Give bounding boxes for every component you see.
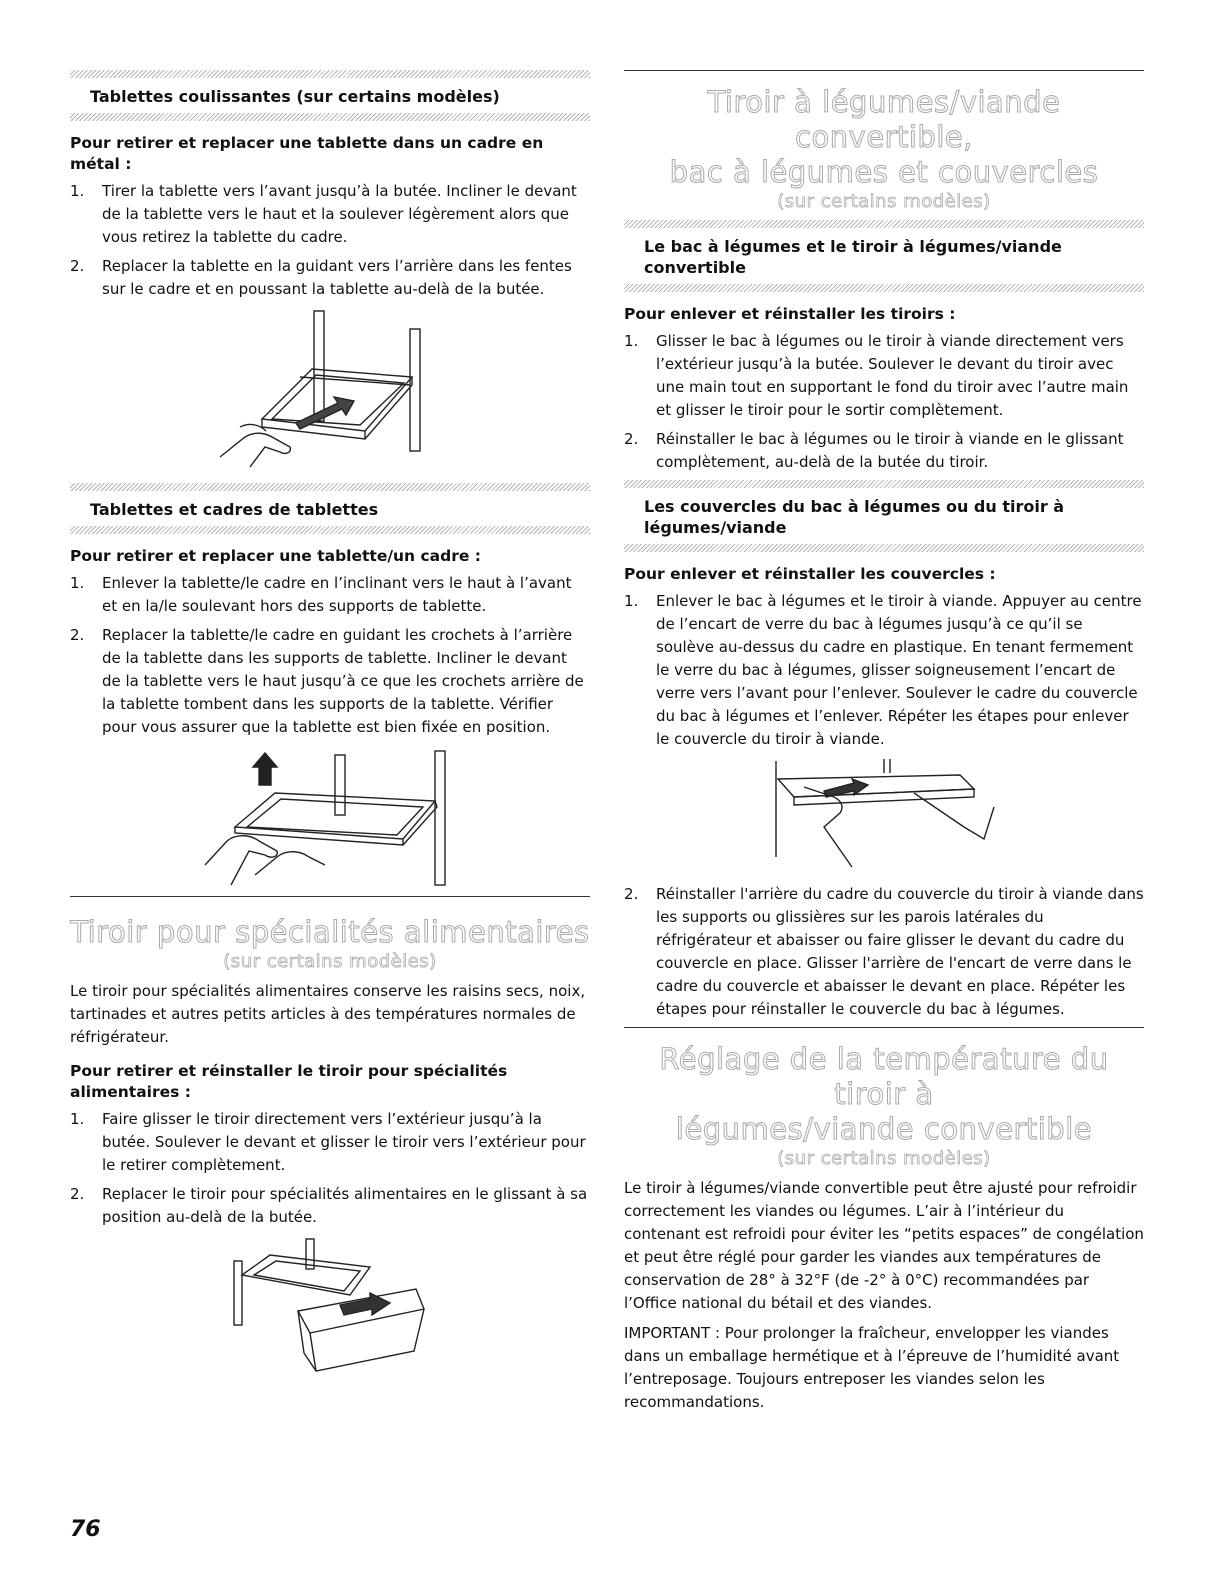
page-number: 76: [70, 1517, 101, 1542]
crisper-drawer-procedure-title: Pour enlever et réinstaller les tiroirs :: [624, 305, 956, 323]
specialty-drawer-subtitle: (sur certains modèles): [223, 951, 437, 972]
specialty-drawer-illustration: [220, 1235, 440, 1385]
temperature-title-line2: légumes/viande convertible: [675, 1112, 1093, 1146]
specialty-drawer-intro: Le tiroir pour spécialités alimentaires conserve les raisins secs, noix, tartinades et autres petits articles à des températures normales de réfrigérateur.: [70, 982, 586, 1046]
sliding-shelves-steps: [70, 180, 590, 301]
temperature-paragraph-2: IMPORTANT : Pour prolonger la fraîcheur, envelopper les viandes dans un emballage hermétique et à l’épreuve de l’humidité avant l’entreposage. Toujours entreposer les viandes selon les recommandations.: [624, 1324, 1120, 1411]
shelves-frames-heading: Tablettes et cadres de tablettes: [90, 500, 379, 519]
list-item: 2. Replacer le tiroir pour spécialités alimentaires en le glissant à sa position au-delà de la butée.: [70, 1185, 588, 1226]
list-item: 1. Faire glisser le tiroir directement vers l’extérieur jusqu’à la butée. Soulever le devant et glisser le tiroir vers l’extérieur pour le retirer complètement.: [70, 1110, 586, 1174]
shelves-frames-procedure-title: Pour retirer et replacer une tablette/un cadre :: [70, 547, 481, 565]
sliding-shelf-illustration: [200, 307, 460, 477]
section-divider: [624, 284, 1144, 292]
list-item: 2. Réinstaller le bac à légumes ou le tiroir à viande en le glissant complètement, au-delà de la butée du tiroir.: [624, 430, 1124, 471]
covers-steps: [624, 590, 1144, 751]
specialty-drawer-procedure-title: Pour retirer et réinstaller le tiroir pour spécialités alimentaires :: [70, 1062, 508, 1101]
right-column: [624, 70, 1144, 1421]
sliding-shelves-heading: Tablettes coulissantes (sur certains modèles): [90, 87, 500, 106]
section-divider: [624, 544, 1144, 552]
section-divider: [624, 220, 1144, 228]
crisper-section-subtitle: (sur certains modèles): [777, 191, 991, 212]
section-divider: [70, 70, 590, 78]
specialty-drawer-steps: [70, 1108, 590, 1229]
crisper-drawer-heading: Le bac à légumes et le tiroir à légumes/viande convertible: [644, 237, 1062, 277]
sliding-shelves-procedure-title: Pour retirer et replacer une tablette dans un cadre en métal :: [70, 134, 544, 173]
covers-heading: Les couvercles du bac à légumes ou du tiroir à légumes/viande: [644, 497, 1065, 537]
shelves-frames-steps: [70, 572, 590, 739]
crisper-section-title-line1: Tiroir à légumes/viande convertible,: [707, 85, 1061, 154]
list-item: 2. Replacer la tablette/le cadre en guidant les crochets à l’arrière de la tablette dans les supports de tablette. Incliner le devant de la tablette vers le haut jusqu’à ce que les crochets arrière de la tablette tombent dans les supports de la tablette. Vérifier pour vous assurer que la tablette est bien fixée en position.: [70, 626, 584, 736]
list-item: 1. Enlever le bac à légumes et le tiroir à viande. Appuyer au centre de l’encart de verre du bac à légumes jusqu’à ce qu’il se soulève au-dessus du cadre en plastique. En tenant fermement le verre du bac à légumes, glisser soigneusement l’encart de verre vers l’avant pour l’enlever. Soulever le cadre du couvercle du bac à légumes et l’enlever. Répéter les étapes pour enlever le couvercle du tiroir à viande.: [624, 592, 1142, 748]
specialty-drawer-title: Tiroir pour spécialités alimentaires: [70, 915, 590, 949]
section-rule: [70, 896, 590, 897]
section-divider: [624, 480, 1144, 488]
shelf-frame-illustration: [185, 745, 475, 890]
list-item: 1. Enlever la tablette/le cadre en l’inclinant vers le haut à l’avant et en la/le soulevant hors des supports de tablette.: [70, 574, 572, 615]
list-item: 1. Glisser le bac à légumes ou le tiroir à viande directement vers l’extérieur jusqu’à la butée. Soulever le devant du tiroir avec une main tout en supportant le fond du tiroir avec l’autre main et glisser le tiroir pour le sortir complètement.: [624, 332, 1129, 419]
section-divider: [70, 526, 590, 534]
section-rule: [624, 70, 1144, 71]
temperature-paragraph-1: Le tiroir à légumes/viande convertible peut être ajusté pour refroidir correctement les viandes ou légumes. L’air à l’intérieur du contenant est refroidi pour éviter les “petits espaces” de congélation et peut être réglé pour garder les viandes aux températures de conservation de 28° à 32°F (de -2° à 0°C) recommandées par l’Office national du bétail et des viandes.: [624, 1179, 1144, 1312]
section-divider: [70, 113, 590, 121]
covers-procedure-title: Pour enlever et réinstaller les couvercles :: [624, 565, 996, 583]
list-item: 1. Tirer la tablette vers l’avant jusqu’à la butée. Incliner le devant de la tablette vers le haut et la soulever légèrement alors que vous retirez la tablette du cadre.: [70, 182, 577, 246]
left-column: [70, 70, 590, 1391]
crisper-drawer-steps: [624, 330, 1144, 474]
covers-steps-continued: [624, 883, 1144, 1021]
list-item: 2. Réinstaller l'arrière du cadre du couvercle du tiroir à viande dans les supports ou glissières sur les parois latérales du réfrigérateur et abaisser ou faire glisser le devant du cadre du couvercle en place. Glisser l'arrière de l'encart de verre dans le cadre du couvercle et abaisser le devant en place. Répéter les étapes pour réinstaller le couvercle du bac à légumes.: [624, 885, 1144, 1018]
section-divider: [70, 483, 590, 491]
temperature-subtitle: (sur certains modèles): [777, 1148, 991, 1169]
crisper-cover-illustration: [764, 757, 1004, 877]
crisper-section-title-line2: bac à légumes et couvercles: [669, 155, 1099, 189]
list-item: 2. Replacer la tablette en la guidant vers l’arrière dans les fentes sur le cadre et en poussant la tablette au-delà de la butée.: [70, 257, 572, 298]
temperature-title-line1: Réglage de la température du tiroir à: [659, 1042, 1109, 1111]
section-rule: [624, 1027, 1144, 1028]
